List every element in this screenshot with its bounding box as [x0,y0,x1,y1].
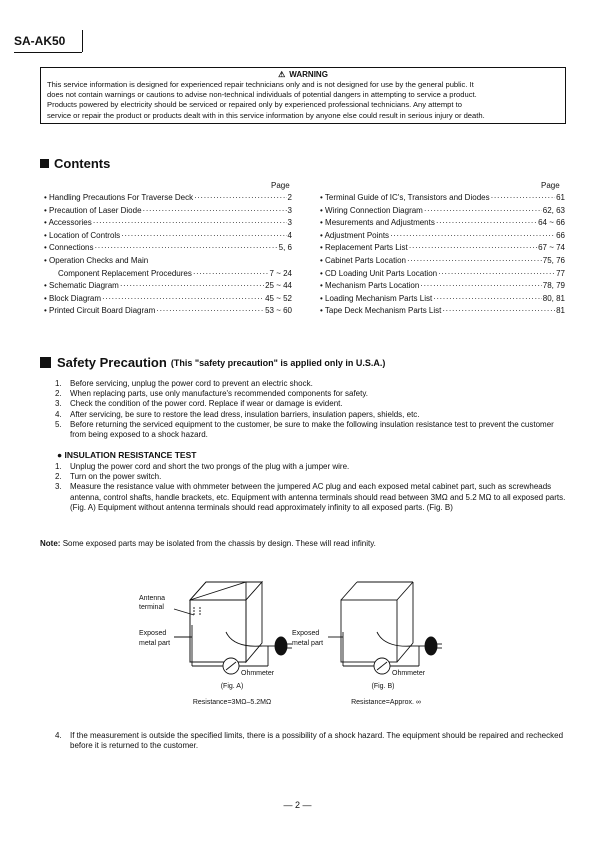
step-number: 1. [55,462,62,471]
toc-entry-label: • Terminal Guide of IC's, Transistors and Diodes [320,193,490,202]
step-text: Check the condition of the power cord. Replace if wear or damage is evident. [70,399,343,409]
fig-a-resistance: Resistance=3MΩ–5.2MΩ [192,699,272,706]
warning-title-text: WARNING [289,70,328,79]
ohmmeter-label: Ohmmeter [241,670,275,677]
fig-a-caption: (Fig. A) [220,683,244,690]
step-number: 3. [55,399,62,409]
safety-title: Safety Precaution [57,355,167,370]
toc-entry-label: Component Replacement Procedures [58,268,192,278]
safety-subtitle: (This "safety precaution" is applied only in U.S.A.) [170,357,386,368]
toc-entry-page: 64 ~ 66 [538,218,565,228]
warning-line: does not contain warnings or cautions to advise non-technical individuals of potential dangers in attempting to service a product. [47,90,477,100]
page-column-label: Page [271,181,290,190]
toc-entry-page: 81 [556,306,565,316]
toc-entry-label: • Adjustment Points [320,230,390,240]
toc-entry-label: • Block Diagram [44,293,102,303]
toc-entry-label: • Operation Checks and Main [44,255,149,265]
warning-line: This service information is designed for experienced repair technicians only and is not designed for use by the general public. It [47,80,474,89]
bullet-icon: ● [57,450,63,460]
toc-entry-label: • Loading Mechanism Parts List [320,293,433,303]
step-text: Before servicing, unplug the power cord to prevent an electric shock. [70,379,313,388]
contents-title: Contents [54,156,111,171]
toc-entry-label: • Mechanism Parts Location [320,281,420,291]
toc-entry-page: 67 ~ 74 [538,243,565,253]
terminal-label: terminal [139,604,164,611]
step-text: Turn on the power switch. [70,472,162,482]
fig-b-cabinet [341,582,413,662]
toc-entry-label: • Printed Circuit Board Diagram [44,306,156,316]
toc-entry-page: 62, 63 [542,205,565,215]
toc-entry-label: • Handling Precautions For Traverse Deck [44,193,194,202]
exposed-label: Exposed [139,630,167,637]
toc-entry-page: 78, 79 [542,281,565,291]
toc-entry-page: 5, 6 [278,243,292,253]
step-number: 3. [55,482,62,492]
toc-entry-label: • Precaution of Laser Diode [44,205,142,215]
step-text: Unplug the power cord and short the two prongs of the plug with a jumper wire. [70,462,350,471]
metal-part-label: metal part [292,640,324,647]
toc-entry-page: 61 [556,193,565,202]
fig-a-cabinet [190,582,262,662]
toc-entry-page: 3 [287,205,292,215]
toc-entry-label: • Tape Deck Mechanism Parts List [320,306,442,316]
toc-entry-label: • Accessories [44,218,92,228]
toc-entry-label: • Mesurements and Adjustments [320,218,435,228]
toc-entry-page: 53 ~ 60 [265,306,292,316]
exposed-label: Exposed [292,630,320,637]
step-number: 2. [55,389,62,399]
metal-part-label: metal part [139,640,171,647]
fig-b-resistance: Resistance=Approx. ∞ [351,699,421,706]
step-text: After servicing, be sure to restore the lead dress, insulation barriers, insulation papers, shields, etc. [70,409,420,419]
step-text: If the measurement is outside the specified limits, there is a possibility of a shock hazard. The equipment should be repaired and rechecked before it is returned to the customer. [70,731,564,751]
toc-entry-page: 75, 76 [542,255,565,265]
toc-entry-label: • CD Loading Unit Parts Location [320,268,438,278]
toc-entry-page: 45 ~ 52 [265,293,292,303]
toc-entry-page: 3 [287,218,292,228]
warning-triangle-icon: ⚠ [278,70,286,79]
model-number: SA-AK50 [14,34,66,48]
warning-line: Products powered by electricity should be serviced or repaired only by experienced professional technicians. Any attempt to [47,100,462,110]
toc-entry-page: 7 ~ 24 [269,268,292,278]
antenna-label: Antenna [139,595,166,602]
toc-entry-page: 25 ~ 44 [265,281,292,291]
toc-entry-label: • Cabinet Parts Location [320,255,406,265]
step-number: 1. [55,379,62,388]
step-number: 5. [55,419,62,429]
note-label: Note: [40,539,61,548]
step-text: Measure the resistance value with ohmmeter between the jumpered AC plug and each exposed metal cabinet part, such as screwheads antenna, control shafts, handle brackets, etc. Equipment with antenna terminals should read between 3MΩ and 5.2 MΩ to all exposed parts. (Fig. A) Equipment without antenna terminals should read approximately infinity to all exposed parts. (Fig. B) [70,482,566,512]
toc-entry-page: 80, 81 [542,293,565,303]
toc-entry-label: • Connections [44,243,94,253]
ohmmeter-label: Ohmmeter [392,670,426,677]
warning-line: service or repair the product or products dealt with in this service information by anyone else could result in serious injury or death. [47,110,485,120]
toc-entry-page: 66 [556,230,565,240]
step-text: When replacing parts, use only manufacture's recommended components for safety. [70,389,368,399]
toc-entry-label: • Wiring Connection Diagram [320,205,423,215]
insulation-test-title: INSULATION RESISTANCE TEST [64,450,197,460]
toc-entry-page: 2 [287,193,292,202]
note-text: Some exposed parts may be isolated from the chassis by design. These will read infinity. [62,539,376,548]
toc-entry-label: • Location of Controls [44,230,121,240]
page-column-label: Page [541,181,560,190]
toc-entry-page: 4 [287,230,292,240]
toc-entry-label: • Schematic Diagram [44,281,119,291]
step-number: 4. [55,731,62,740]
list-item [55,731,570,751]
page-number: — 2 — [283,800,312,810]
step-number: 4. [55,409,62,419]
toc-entry-page: 77 [556,268,565,278]
step-number: 2. [55,472,62,482]
fig-b-caption: (Fig. B) [371,683,395,690]
toc-entry-label: • Replacement Parts List [320,243,408,253]
step-text: Before returning the serviced equipment to the customer, be sure to make the following insulation resistance test to prevent the customer from being exposed to a shock hazard. [70,419,554,440]
